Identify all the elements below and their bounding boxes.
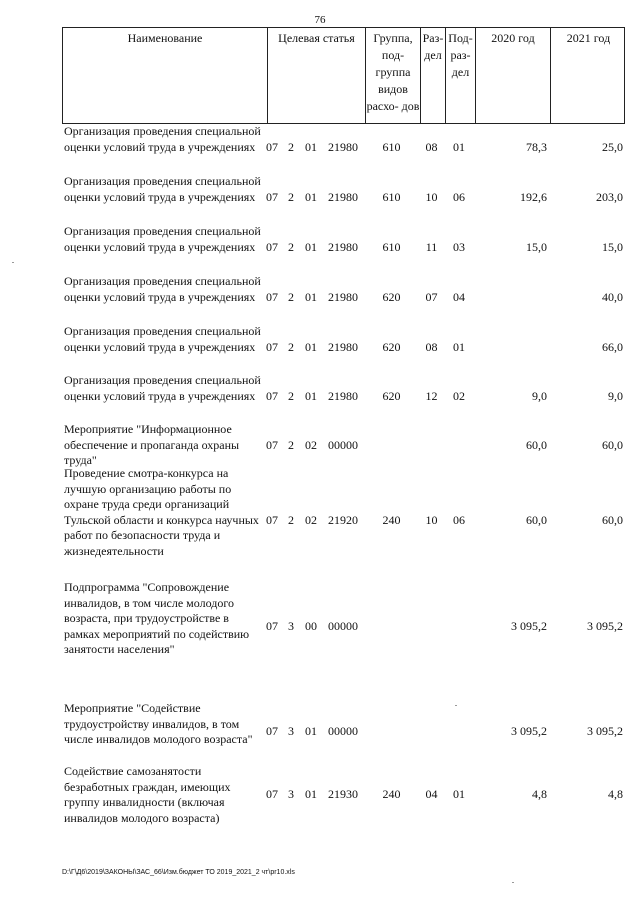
scan-speck xyxy=(512,882,514,883)
scan-speck xyxy=(455,705,457,706)
target-b: 2 xyxy=(288,240,294,254)
target-a: 07 xyxy=(266,140,278,154)
target-c: 02 xyxy=(305,438,317,452)
value-2020: 3 095,2 xyxy=(511,619,547,633)
target-a: 07 xyxy=(266,724,278,738)
group-code: 610 xyxy=(382,240,401,254)
value-2021: 66,0 xyxy=(602,340,623,354)
target-a: 07 xyxy=(266,389,278,403)
value-2020: 3 095,2 xyxy=(511,724,547,738)
target-a: 07 xyxy=(266,190,278,204)
target-b: 2 xyxy=(288,513,294,527)
row-name: Подпрограмма "Сопровождение инвалидов, в том числе молодого возраста, при трудоустройстве в рамках мероприятий по содействию занятости населения" xyxy=(64,580,250,656)
row-name: Организация проведения специальной оценки условий труда в учреждениях xyxy=(64,174,261,204)
value-2021: 40,0 xyxy=(602,290,623,304)
target-c: 01 xyxy=(305,190,317,204)
section-code: 08 xyxy=(425,140,438,154)
subsection-code: 02 xyxy=(453,389,465,403)
target-c: 01 xyxy=(305,290,317,304)
subsection-code: 01 xyxy=(453,787,465,801)
row-name: Организация проведения специальной оценки условий труда в учреждениях xyxy=(64,373,261,403)
value-2021: 203,0 xyxy=(596,190,623,204)
target-c: 01 xyxy=(305,240,317,254)
value-2021: 4,8 xyxy=(608,787,623,801)
target-b: 2 xyxy=(288,438,294,452)
subsection-code: 04 xyxy=(453,290,465,304)
section-code: 10 xyxy=(425,513,438,527)
target-d: 21980 xyxy=(328,290,358,304)
target-d: 21980 xyxy=(328,389,358,403)
value-2021: 15,0 xyxy=(602,240,623,254)
target-b: 3 xyxy=(288,787,294,801)
group-code: 240 xyxy=(382,513,401,527)
target-a: 07 xyxy=(266,619,278,633)
target-b: 2 xyxy=(288,340,294,354)
target-c: 01 xyxy=(305,389,317,403)
target-c: 01 xyxy=(305,787,317,801)
table-header xyxy=(62,27,625,124)
section-code: 10 xyxy=(425,190,438,204)
target-b: 2 xyxy=(288,290,294,304)
file-path-footer: D:\Г\Д6\2019\ЗАКОНЫ\ЗАС_66\Изм.бюджет ТО 2019_2021_2 чт\pr10.xls xyxy=(62,869,295,876)
target-d: 21920 xyxy=(328,513,358,527)
section-code: 08 xyxy=(425,340,438,354)
row-name: Содействие самозанятости безработных граждан, имеющих группу инвалидности (включая инвалидов молодого возраста) xyxy=(64,764,231,825)
value-2021: 3 095,2 xyxy=(587,619,623,633)
header-target: Целевая статья xyxy=(267,28,365,123)
header-section: Раз- дел xyxy=(420,28,445,123)
target-c: 01 xyxy=(305,340,317,354)
target-a: 07 xyxy=(266,240,278,254)
header-subsection: Под- раз- дел xyxy=(445,28,475,123)
target-d: 21980 xyxy=(328,140,358,154)
target-b: 2 xyxy=(288,190,294,204)
target-d: 21980 xyxy=(328,340,358,354)
group-code: 620 xyxy=(382,389,401,403)
header-name: Наименование xyxy=(127,31,203,45)
row-name: Проведение смотра-конкурса на лучшую организацию работы по охране труда среди организаций Тульской области и конкурса научных работ по безопасности труда и жизнедеятельности xyxy=(64,466,259,558)
group-code: 610 xyxy=(382,190,401,204)
value-2021: 25,0 xyxy=(602,140,623,154)
target-c: 01 xyxy=(305,140,317,154)
value-2020: 60,0 xyxy=(526,438,547,452)
row-name: Организация проведения специальной оценки условий труда в учреждениях xyxy=(64,274,261,304)
value-2020: 78,3 xyxy=(526,140,547,154)
row-name: Мероприятие "Содействие трудоустройству инвалидов, в том числе инвалидов молодого возраста" xyxy=(64,701,253,746)
target-d: 21930 xyxy=(328,787,358,801)
scan-speck xyxy=(12,262,14,263)
target-c: 02 xyxy=(305,513,317,527)
target-a: 07 xyxy=(266,290,278,304)
subsection-code: 03 xyxy=(453,240,465,254)
group-code: 620 xyxy=(382,290,401,304)
value-2021: 60,0 xyxy=(602,438,623,452)
subsection-code: 01 xyxy=(453,340,465,354)
group-code: 610 xyxy=(382,140,401,154)
target-d: 00000 xyxy=(328,619,358,633)
row-name: Мероприятие "Информационное обеспечение и пропаганда охраны труда" xyxy=(64,422,240,467)
section-code: 12 xyxy=(425,389,438,403)
row-name: Организация проведения специальной оценки условий труда в учреждениях xyxy=(64,324,261,354)
target-a: 07 xyxy=(266,438,278,452)
target-a: 07 xyxy=(266,787,278,801)
target-d: 00000 xyxy=(328,438,358,452)
subsection-code: 01 xyxy=(453,140,465,154)
section-code: 11 xyxy=(425,240,438,254)
target-d: 00000 xyxy=(328,724,358,738)
subsection-code: 06 xyxy=(453,190,465,204)
target-c: 01 xyxy=(305,724,317,738)
target-b: 2 xyxy=(288,140,294,154)
target-a: 07 xyxy=(266,340,278,354)
section-code: 04 xyxy=(425,787,438,801)
value-2020: 9,0 xyxy=(532,389,547,403)
value-2020: 192,6 xyxy=(520,190,547,204)
row-name: Организация проведения специальной оценки условий труда в учреждениях xyxy=(64,124,261,154)
target-d: 21980 xyxy=(328,190,358,204)
row-name: Организация проведения специальной оценки условий труда в учреждениях xyxy=(64,224,261,254)
group-code: 240 xyxy=(382,787,401,801)
subsection-code: 06 xyxy=(453,513,465,527)
group-code: 620 xyxy=(382,340,401,354)
value-2021: 3 095,2 xyxy=(587,724,623,738)
target-a: 07 xyxy=(266,513,278,527)
target-b: 3 xyxy=(288,724,294,738)
target-d: 21980 xyxy=(328,240,358,254)
header-group: Группа, под- группа видов расхо- дов xyxy=(365,28,420,123)
page-number: 76 xyxy=(314,14,326,26)
header-2021: 2021 год xyxy=(550,28,626,123)
target-b: 2 xyxy=(288,389,294,403)
target-b: 3 xyxy=(288,619,294,633)
target-c: 00 xyxy=(305,619,317,633)
header-2020: 2020 год xyxy=(475,28,550,123)
section-code: 07 xyxy=(425,290,438,304)
value-2021: 9,0 xyxy=(608,389,623,403)
budget-table xyxy=(62,27,625,825)
value-2020: 60,0 xyxy=(526,513,547,527)
value-2020: 15,0 xyxy=(526,240,547,254)
value-2021: 60,0 xyxy=(602,513,623,527)
value-2020: 4,8 xyxy=(532,787,547,801)
